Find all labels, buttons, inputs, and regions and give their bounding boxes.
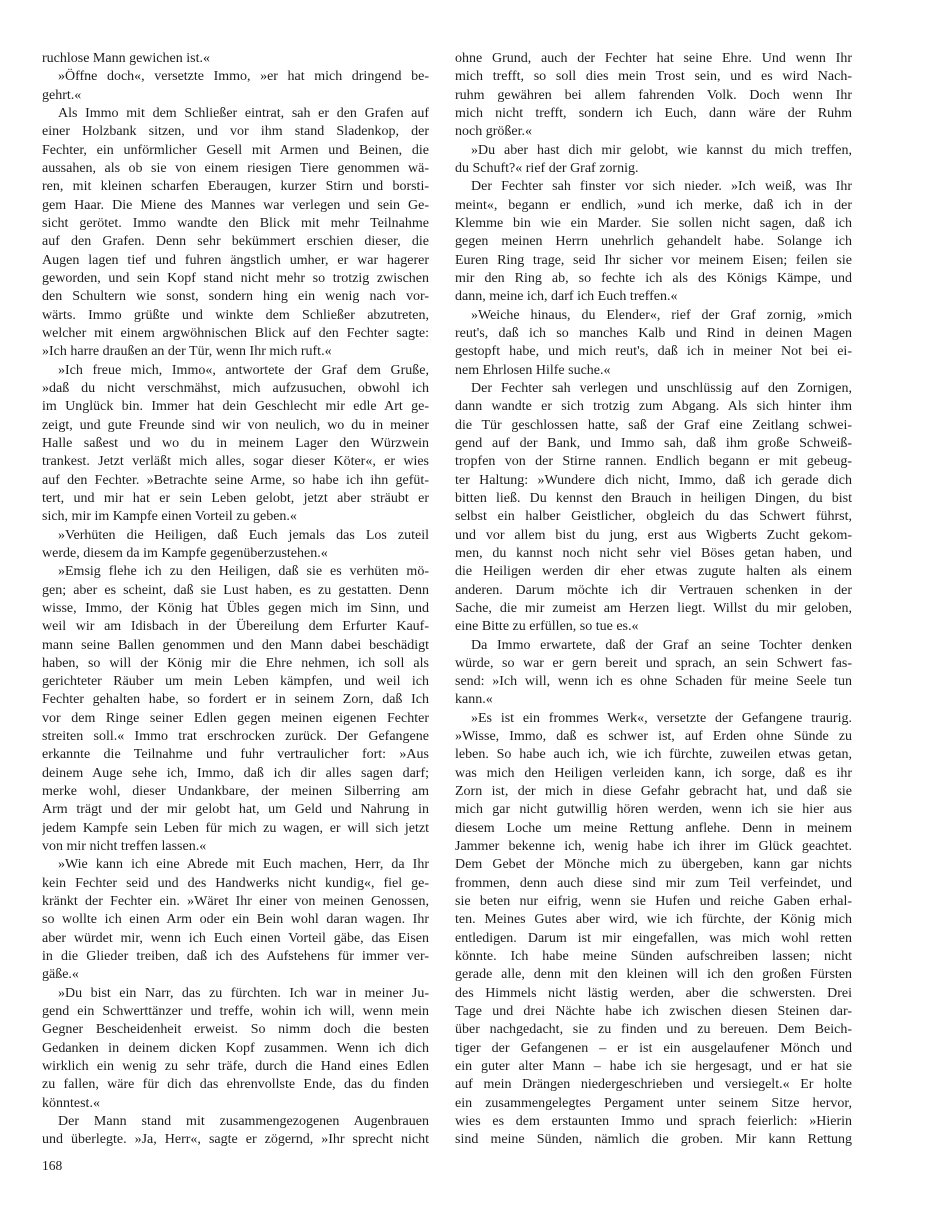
text-line: ruchlose Mann gewichen ist.« <box>42 51 210 66</box>
text-line: welcher mit einem argwöhnischen Blick auf den Fechter sagte: <box>42 325 429 341</box>
text-line: Arm trägt und der mir gelobt hat, um Geld und Nahrung in <box>42 802 429 818</box>
text-line: »Wie kann ich eine Abrede mit Euch machen, Herr, da Ihr <box>58 857 429 873</box>
text-line: Der Fechter sah verlegen und unschlüssig auf den Zornigen, <box>471 380 852 396</box>
text-line: die Heiligen werden dir eher etwas zugute halten als einem <box>455 564 852 580</box>
text-line: könnte. Ich habe meine Sünden aufschreiben lassen; nicht <box>455 949 852 965</box>
text-line: einer Holzbank sitzen, und vor ihm stand Sladenkop, der <box>42 124 429 140</box>
text-line: wies es dem erstaunten Immo und sprach feierlich: »Hierin <box>455 1114 852 1130</box>
text-line: wirklich ein wenig zu sehr träfe, durch die Hand eines Edlen <box>42 1059 429 1075</box>
text-line: den Schultern wie sonst, sondern hing ein wenig nach vor- <box>42 289 429 305</box>
text-line: meint«, begann er endlich, »und ich merke, daß ich in der <box>455 197 852 213</box>
text-line: erkannte die Teilnahme und fuhr vertraulicher fort: »Aus <box>42 747 429 763</box>
text-line: nem Ehrlosen Hilfe suche.« <box>455 362 611 378</box>
text-line: ein guter alter Mann – habe ich sie hergesagt, und er hat sie <box>455 1059 852 1075</box>
text-line: wärts. Immo grüßte und winkte dem Schließer abzutreten, <box>42 307 429 323</box>
text-line: tropfen von der Stirne rannen. Endlich begann er mit gebeug- <box>455 454 852 470</box>
text-line: gen; aber es scheint, daß sie Lust haben, es zu gestatten. Denn <box>42 582 429 598</box>
text-line: merke wohl, dieser Undankbare, der meinen Silberring am <box>42 784 429 800</box>
text-line: ohne Grund, auch der Fechter hat seine Ehre. Und wenn Ihr <box>455 51 852 66</box>
text-line: Klemme bin wie ein Marder. Sie sollen nicht sagen, daß ich <box>455 215 852 231</box>
text-line: »Es ist ein frommes Werk«, versetzte der Gefangene traurig. <box>471 710 852 726</box>
text-line: diesem Loche um meine Rettung anflehe. Denn in meinem <box>455 820 852 836</box>
text-line: geworden, und sein Kopf stand nicht mehr so trotzig zwischen <box>42 270 429 286</box>
text-line: eine Bitte zu erfüllen, so tue es.« <box>455 619 639 635</box>
text-line: über nachgedacht, sie zu finden und zu bereuen. Dem Beich- <box>455 1022 852 1038</box>
text-line: mir den Ring ab, so fechte ich als des Königs Kämpe, und <box>455 270 852 286</box>
text-line: anderen. Darum möchte ich dir Vertrauen schenken in der <box>455 582 852 598</box>
text-line: Fechter, ein unförmlicher Gesell mit Armen und Beinen, die <box>42 142 429 158</box>
text-line: trankest. Jetzt verläßt mich alles, sogar dieser Köter«, er wies <box>42 454 429 470</box>
text-line: gend auf der Bank, und Immo sah, daß ihm große Schweiß- <box>455 435 852 451</box>
text-line: zu fallen, wäre für dich das ehrenvollste Ende, das du finden <box>42 1077 429 1093</box>
text-line: aber würdet mir, wenn ich Euch einen Vorteil gäbe, das Eisen <box>42 930 429 946</box>
text-line: auf den Fechter. »Betrachte seine Arme, so habe ich ihn gefüt- <box>42 472 429 488</box>
text-line: Tage und drei Nächte habe ich zwischen diesen Steinen dar- <box>455 1004 852 1020</box>
text-line: gem Haar. Die Miene des Mannes war verlegen und sein Ge- <box>42 197 429 213</box>
text-line: tert, und mir hat er sein Leben gelobt, jetzt aber sträubt er <box>42 490 429 506</box>
text-line: kränkt der Fechter ein. »Wäret Ihr einer von meinen Genossen, <box>42 894 429 910</box>
text-line: »daß du nicht verschmähst, mich aufzusuchen, obwohl ich <box>42 380 429 396</box>
text-line: Fechter gehalten habe, so fordert er in seinem Zorn, daß Ich <box>42 692 429 708</box>
text-line: Der Mann stand mit zusammengezogenen Augenbrauen <box>58 1114 429 1130</box>
text-line: so wollte ich einen Arm oder ein Bein wohl daran wagen. Ihr <box>42 912 429 928</box>
text-line: Zorn ist, der mich in diese Gefahr gebracht hat, und daß sie <box>455 784 852 800</box>
text-line: gäße.« <box>42 967 79 983</box>
text-line: gend ein Schwerttänzer und treffe, wohin ich will, wenn mein <box>42 1004 429 1020</box>
text-line: kein Fechter seid und des Handwerks nicht kundig«, fiel ge- <box>42 875 429 891</box>
text-line: dann, meine ich, darf ich Euch treffen.« <box>455 289 678 305</box>
text-line: mann seine Ballen genommen und den Mann dabei beschädigt <box>42 637 429 653</box>
text-line: gerichteter Räuber um mein Leben kämpfen, und weil ich <box>42 674 429 690</box>
text-line: weil wir am Idisbach in der Übereilung dem Erfurter Kauf- <box>42 619 429 635</box>
text-line: Euren Ring trage, seid Ihr sicher vor meinem Eisen; feilen sie <box>455 252 852 268</box>
text-line: gegen meinen Herrn unehrlich gehandelt habe. Solange ich <box>455 234 852 250</box>
text-line: was mich den Heiligen verleiden kann, ich sorge, daß es ihr <box>455 765 852 781</box>
text-line: reut's, daß ich so manches Kalb und Rind in deinen Magen <box>455 325 852 341</box>
text-line: in die Glieder treiben, daß ich des Aufstehens für immer ver- <box>42 949 429 965</box>
text-line: »Öffne doch«, versetzte Immo, »er hat mich dringend be- <box>58 69 429 85</box>
page-number: 168 <box>42 1158 63 1173</box>
text-line: entledigen. Darum ist mir eingefallen, was mich wohl retten <box>455 930 852 946</box>
text-line: werde, diesem da im Kampfe gegenüberzustehen.« <box>42 545 328 561</box>
text-line: würde, so war er gern bereit und sprach, an sein Schwert fas- <box>455 655 852 671</box>
text-line: Sache, die mir zumeist am Herzen liegt. Willst du mir geloben, <box>455 600 852 616</box>
text-line: ren, mit kleinen scharfen Eberaugen, kurzer Stirn und borsti- <box>42 179 429 195</box>
text-line: mich nicht trefft, sondern ich Euch, dann wäre der Ruhm <box>455 105 852 121</box>
text-line: »Emsig flehe ich zu den Heiligen, daß sie es verhüten mö- <box>58 564 429 580</box>
text-line: Da Immo erwartete, daß der Graf an seine Tochter denken <box>471 637 852 653</box>
text-line: send: »Ich will, wenn ich es ohne Schaden für meine Seele tun <box>455 674 852 690</box>
text-line: sind meine Sünden, nämlich die groben. Mir kann Rettung <box>455 1132 852 1148</box>
text-line: und überlegte. »Ja, Herr«, sagte er zögernd, »Ihr sprecht nicht <box>42 1132 429 1148</box>
text-line: »Weiche hinaus, du Elender«, rief der Graf zornig, »mich <box>471 307 852 323</box>
text-line: mich trefft, so soll dies mein Trost sein, und es wird Nach- <box>455 69 852 85</box>
text-line: kann.« <box>455 692 493 708</box>
text-line: Als Immo mit dem Schließer eintrat, sah er den Grafen auf <box>58 105 429 121</box>
text-line: könntest.« <box>42 1095 100 1111</box>
text-line: noch größer.« <box>455 124 532 140</box>
text-line: »Du bist ein Narr, das zu fürchten. Ich war in meiner Ju- <box>58 985 429 1001</box>
text-line: zeigt, und gute Freunde sind wir von neulich, wo du in meiner <box>42 417 429 433</box>
text-line: des Himmels nicht lästig werden, aber die schwersten. Drei <box>455 985 852 1001</box>
text-line: Gedanken in deinem dicken Kopf zusammen. Wenn ich dich <box>42 1040 429 1056</box>
text-line: auf den Grafen. Denn sehr bekümmert erschien dieser, die <box>42 234 429 250</box>
text-line: auf mein Drängen niedergeschrieben und versiegelt.« Er holte <box>455 1077 852 1093</box>
text-line: haben, so will der König mir die Ehre nehmen, ich soll als <box>42 655 429 671</box>
text-line: sie beten nur eifrig, wenn sie Hufen und reiche Gaben erhal- <box>455 894 852 910</box>
text-line: leben. So habe auch ich, wie ich fürchte, zuweilen etwas getan, <box>455 747 852 763</box>
text-line: aussahen, als ob sie von einem riesigen Tiere genommen wä- <box>42 160 429 176</box>
text-line: sich, mir im Kampfe einen Vorteil zu geben.« <box>42 509 297 525</box>
text-line: du Schuft?« rief der Graf zornig. <box>455 160 639 176</box>
text-line: bitten ließ. Du kennst den Brauch in heiligen Dingen, du bist <box>455 490 852 506</box>
text-line: »Verhüten die Heiligen, daß Euch jemals das Los zuteil <box>58 527 429 543</box>
text-line: Dem Gebet der Mönche mich zu übergeben, kann gar nichts <box>455 857 852 873</box>
text-line: ruhm gewähren bei allem fahrenden Volk. Doch wenn Ihr <box>455 87 852 103</box>
text-line: »Ich harre draußen an der Tür, wenn Ihr mich ruft.« <box>42 344 332 360</box>
text-line: gehrt.« <box>42 87 82 103</box>
text-line: Augen lagen tief und fuhren ängstlich umher, er war hagerer <box>42 252 429 268</box>
text-line: wisse, Immo, der König hat Übles gegen mich im Sinn, und <box>42 600 429 616</box>
text-line: gerade alle, denn mit den kleinen will ich den großen Fürsten <box>455 967 852 983</box>
text-line: Der Fechter sah finster vor sich nieder. »Ich weiß, was Ihr <box>471 179 852 195</box>
text-line: Gegner Bescheidenheit erweist. So nimm doch die besten <box>42 1022 429 1038</box>
text-line: ter Haltung: »Wundere dich nicht, Immo, daß ich gerade dich <box>455 472 852 488</box>
text-line: ein zusammengelegtes Pergament unter seinem Sitze hervor, <box>455 1095 852 1111</box>
text-line: im Unglück bin. Immer hat dein Geschlecht mir edle Art ge- <box>42 399 429 415</box>
text-line: Halle saßest und wo du in meinem Lager den Würzwein <box>42 435 429 451</box>
right-column <box>455 50 852 1150</box>
text-line: jedem Kampfe sein Leben für mich zu wagen, er will sich jetzt <box>42 820 429 836</box>
text-line: deinem Auge sehe ich, Immo, daß ich dir alles sagen darf; <box>42 765 429 781</box>
left-column <box>42 50 429 1150</box>
text-line: Jammer bekenne ich, wenig habe ich ihrer im Glück geachtet. <box>455 839 852 855</box>
text-line: mich gar nicht gutwillig hören werden, wenn ich sie hier aus <box>455 802 852 818</box>
text-line: und vor allem bist du jung, erst aus Wigberts Zucht gekom- <box>455 527 852 543</box>
text-line: vor dem Ringe seiner Edlen gegen meinen eigenen Fechter <box>42 710 429 726</box>
text-line: »Ich freue mich, Immo«, antwortete der Graf dem Gruße, <box>58 362 429 378</box>
text-line: ten. Meines Gutes aber wird, wie ich fürchte, der König mich <box>455 912 852 928</box>
text-line: streiten soll.« Immo trat erschrocken zurück. Der Gefangene <box>42 729 429 745</box>
text-line: frommen, denn auch diese sind mir zum Teil verfeindet, und <box>455 875 852 891</box>
text-line: »Wisse, Immo, daß es schwer ist, auf Erden ohne Sünde zu <box>455 729 852 745</box>
text-line: gestopft habe, und mich reut's, daß ich in meiner Not bei ei- <box>455 344 852 360</box>
text-line: men, du kannst noch nicht sehr viel Böses getan haben, und <box>455 545 852 561</box>
text-line: sicht gerötet. Immo wandte den Blick mit mehr Teilnahme <box>42 215 429 231</box>
text-line: die Tür geschlossen hatte, saß der Graf eine Zeitlang schwei- <box>455 417 852 433</box>
text-line: »Du aber hast dich mir gelobt, wie kannst du mich treffen, <box>471 142 852 158</box>
text-line: dann wandte er sich trotzig zum Abgang. Als sich hinter ihm <box>455 399 852 415</box>
text-line: tiger der Gefangenen – er ist ein ausgelaufener Mönch und <box>455 1040 852 1056</box>
text-line: selbst ein halber Geistlicher, obgleich du das Schwert führst, <box>455 509 852 525</box>
text-line: von mir nicht treffen lassen.« <box>42 839 207 855</box>
